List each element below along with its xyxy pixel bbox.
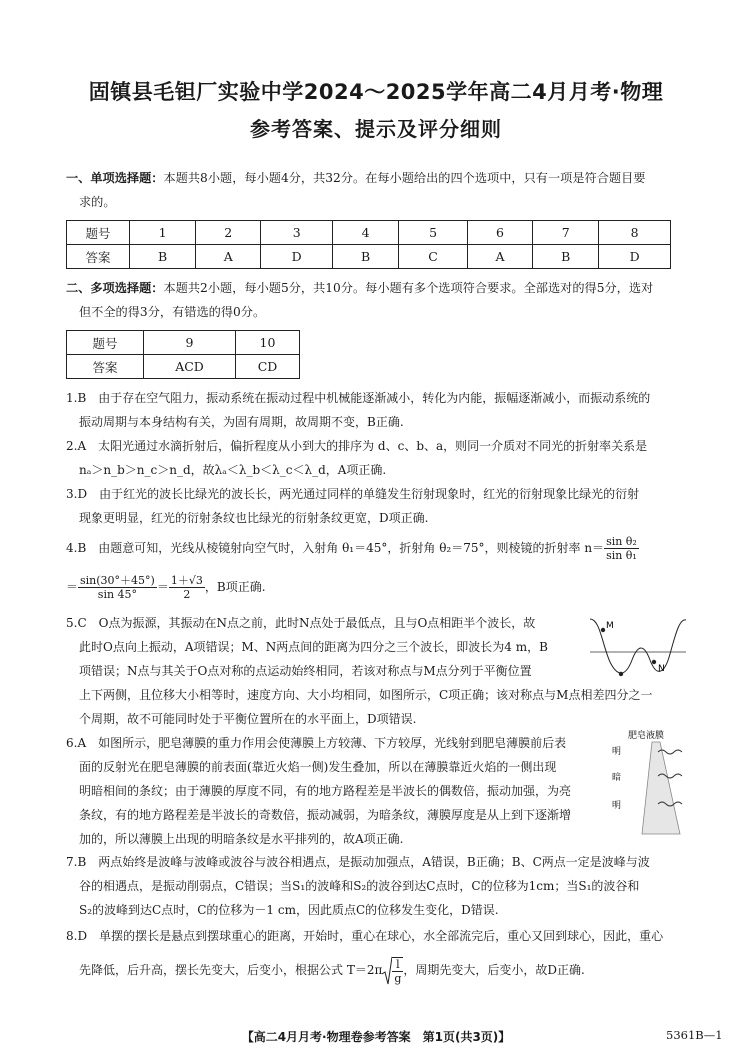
fraction-sine-ratio (78, 574, 157, 601)
answer-item-4 (66, 535, 686, 562)
fraction-l-over-g (392, 957, 403, 985)
radical-sign (382, 956, 392, 986)
table-cell: A (467, 245, 532, 269)
answer-text: ，B项正确. (204, 580, 266, 594)
equals-sign: ＝ (66, 580, 79, 594)
label-bright: 明 (612, 747, 622, 757)
table-cell: B (333, 245, 399, 269)
fraction-denominator: g (394, 971, 402, 985)
table-cell: 10 (236, 331, 300, 355)
label-n: N (658, 664, 665, 674)
answer-text: 3.D 由于红光的波长比绿光的波长长，两光通过同样的单缝发生衍射现象时，红光的衍射现象比绿光的衍射 (66, 487, 640, 501)
row-header: 题号 (67, 331, 144, 355)
answer-item-8 (66, 924, 686, 948)
answer-table-single (66, 220, 671, 269)
answer-item-3 (66, 482, 686, 530)
answer-text: 此时O点向上振动，A项错误；M、N两点间的距离为四分之三个波长，即波长为4 m，B (79, 640, 548, 654)
section-text-cont: 但不全的得3分，有错选的得0分。 (79, 305, 266, 319)
answer-text: 明暗相间的条纹；由于薄膜的厚度不同，有的地方路程差是半波长的偶数倍，振动加强，为亮 (79, 784, 572, 798)
table-cell: 5 (399, 221, 468, 245)
table-cell: 1 (130, 221, 196, 245)
table-cell: 4 (333, 221, 399, 245)
table-row-numbers (67, 331, 300, 355)
page-title: 固镇县毛钽厂实验中学2024～2025学年高二4月月考·物理 (88, 80, 664, 104)
table-row-numbers (67, 221, 671, 245)
section-text-cont: 求的。 (79, 195, 116, 209)
wave-diagram (588, 614, 688, 684)
label-m: M (606, 621, 614, 631)
table-cell: D (599, 245, 671, 269)
label-bright: 明 (612, 801, 622, 811)
fraction-numerator: l (392, 958, 403, 972)
answer-text: 现象更明显，红光的衍射条纹也比绿光的衍射条纹更宽，D项正确. (79, 511, 429, 525)
fraction-denominator: sin 45° (97, 588, 138, 601)
fraction-result (169, 574, 205, 601)
section-label: 二、多项选择题： (66, 281, 164, 295)
answer-text: 5.C O点为振源，其振动在N点之前，此时N点处于最低点，且与O点相距半个波长，故 (66, 616, 536, 630)
point-m (601, 628, 605, 632)
table-row-answers (67, 355, 300, 379)
equals-sign: ＝ (156, 580, 169, 594)
table-cell: C (399, 245, 468, 269)
answer-text: 2.A 太阳光通过水滴折射后，偏折程度从小到大的排序为 d、c、b、a，则同一介质对不同光的折射率关系是 (66, 439, 648, 453)
answer-text: 1.B 由于存在空气阻力，振动系统在振动过程中机械能逐渐减小，转化为内能，振幅逐渐减小，而振动系统的 (66, 391, 651, 405)
answer-text: 上下两侧，且位移大小相等时，速度方向、大小均相同，如图所示，C项正确；该对称点与M点相差四分之一 (79, 688, 653, 702)
section-single-choice (66, 166, 686, 214)
table-cell: 6 (467, 221, 532, 245)
table-cell: 3 (261, 221, 333, 245)
table-cell: 9 (144, 331, 236, 355)
table-cell: 8 (599, 221, 671, 245)
answer-text: 面的反射光在肥皂薄膜的前表面(靠近火焰一侧)发生叠加，所以在薄膜靠近火焰的一侧出现 (79, 760, 557, 774)
answer-text: 项错误；N点与其关于O点对称的点运动始终相同，若该对称点与M点分列于平衡位置 (79, 664, 532, 678)
table-cell: A (196, 245, 261, 269)
table-row-answers (67, 245, 671, 269)
answer-text: 8.D 单摆的摆长是悬点到摆球重心的距离，开始时，重心在球心，水全部流完后，重心又回到球心，因此，重心 (66, 929, 664, 943)
answer-item-5 (66, 611, 586, 683)
answer-text: 加的，所以薄膜上出现的明暗条纹是水平排列的，故A项正确. (79, 832, 404, 846)
table-cell: B (130, 245, 196, 269)
fraction-numerator: sin θ₂ (606, 535, 637, 548)
answer-text: ，周期先变大，后变小，故D正确. (403, 963, 585, 977)
table-cell: D (261, 245, 333, 269)
answer-text: nₐ＞n_b＞n_c＞n_d，故λₐ＜λ_b＜λ_c＜λ_d，A项正确. (79, 463, 387, 477)
answer-text: 先降低，后升高，摆长先变大，后变小，根据公式 T＝2π (79, 963, 383, 977)
table-cell: 2 (196, 221, 261, 245)
answer-item-2 (66, 434, 686, 482)
answer-item-5-cont (66, 683, 686, 731)
answer-item-1 (66, 386, 686, 434)
wave-curve (590, 619, 686, 673)
fraction-numerator: sin(30°＋45°) (80, 574, 155, 587)
answer-text: 振动周期与本身结构有关，为固有周期，故周期不变，B正确. (79, 415, 404, 429)
section-multi-choice (66, 276, 686, 324)
answer-table-multi (66, 330, 300, 379)
page-footer: 【高二4月月考·物理卷参考答案 第1页(共3页)】 (241, 1030, 511, 1044)
answer-text: 个周期，故不可能同时处于平衡位置所在的水平面上，D项错误. (79, 712, 417, 726)
table-cell: 7 (533, 221, 599, 245)
answer-text: 4.B 由题意可知，光线从棱镜射向空气时，入射角 θ₁＝45°，折射角 θ₂＝75°，则棱镜的折射率 n＝ (66, 541, 605, 555)
row-header: 题号 (67, 221, 130, 245)
table-cell: ACD (144, 355, 236, 379)
answer-text: S₂的波峰到达C点时，C的位移为－1 cm，因此质点C的位移发生变化，D错误. (79, 903, 499, 917)
film-shape (642, 742, 680, 834)
fraction-denominator: 2 (183, 588, 191, 601)
section-text: 本题共8小题，每小题4分，共32分。在每小题给出的四个选项中，只有一项是符合题目要 (163, 171, 646, 185)
table-cell: B (533, 245, 599, 269)
document-code: 5361B—1 (666, 1028, 723, 1042)
point-low (619, 672, 623, 676)
answer-item-6 (66, 731, 606, 851)
answer-item-7 (66, 850, 686, 922)
answer-item-8-cont (66, 955, 686, 986)
answer-text: 谷的相遇点，是振动削弱点，C错误；当S₁的波峰和S₂的波谷到达C点时，C的位移为1cm；当S₁的波谷和 (79, 879, 640, 893)
fraction-numerator: 1＋√3 (170, 574, 203, 587)
answer-text: 条纹，有的地方路程差是半波长的奇数倍，振动减弱，为暗条纹，薄膜厚度是从上到下逐渐增 (79, 808, 572, 822)
sqrt-expression (382, 955, 403, 986)
label-film: 肥皂液膜 (628, 731, 665, 741)
fraction-refractive (604, 535, 639, 562)
section-label: 一、单项选择题： (66, 171, 164, 185)
answer-text: 6.A 如图所示，肥皂薄膜的重力作用会使薄膜上方较薄、下方较厚，光线射到肥皂薄膜前后表 (66, 736, 567, 750)
row-header: 答案 (67, 245, 130, 269)
answer-item-4-cont (66, 572, 686, 602)
point-n (652, 660, 656, 664)
label-dark: 暗 (612, 773, 622, 783)
fraction-denominator: sin θ₁ (606, 549, 637, 562)
table-cell: CD (236, 355, 300, 379)
page-subtitle: 参考答案、提示及评分细则 (250, 117, 502, 141)
answer-text: 7.B 两点始终是波峰与波峰或波谷与波谷相遇点，是振动加强点，A错误，B正确；B、C两点一定是波峰与波 (66, 855, 650, 869)
soap-film-diagram (612, 726, 692, 838)
row-header: 答案 (67, 355, 144, 379)
section-text: 本题共2小题，每小题5分，共10分。每小题有多个选项符合要求。全部选对的得5分，选对 (163, 281, 654, 295)
